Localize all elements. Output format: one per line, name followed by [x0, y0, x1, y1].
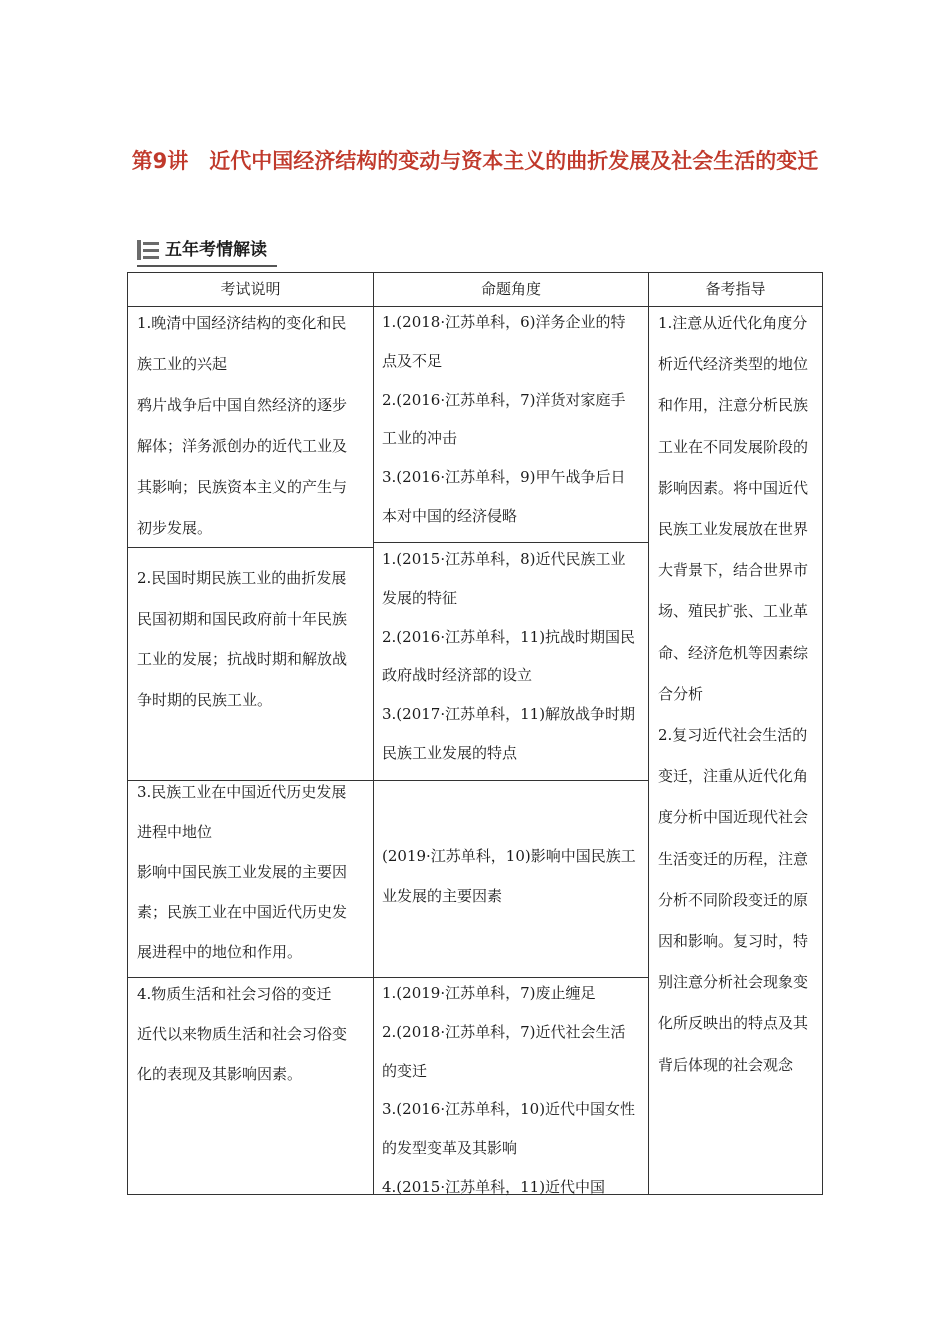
angle-item: 2.(2018·江苏单科，7)近代社会生活的变迁: [382, 1022, 626, 1080]
exam-notes-topic: 2.民国时期民族工业的曲折发展: [137, 569, 347, 587]
exam-notes-detail: 影响中国民族工业发展的主要因素；民族工业在中国近代历史发展进程中的地位和作用。: [137, 863, 348, 961]
exam-notes-topic: 3.民族工业在中国近代历史发展进程中地位: [137, 783, 347, 841]
exam-notes-cell-1: [137, 303, 359, 549]
header-exam-notes: 考试说明: [220, 280, 281, 298]
angle-item: 2.(2016·江苏单科，11)抗战时期国民政府战时经济部的设立: [382, 627, 636, 685]
section-heading-label: 五年考情解读: [165, 240, 267, 260]
angle-item: (2019·江苏单科，10)影响中国民族工业发展的主要因素: [382, 847, 636, 905]
angle-item: 3.(2016·江苏单科，10)近代中国女性的发型变革及其影响: [382, 1100, 636, 1158]
page-title: 第9讲 近代中国经济结构的变动与资本主义的曲折发展及社会生活的变迁: [131, 149, 819, 173]
exam-notes-topic: 4.物质生活和社会习俗的变迁: [137, 985, 332, 1003]
angle-item: 2.(2016·江苏单科，7)洋货对家庭手工业的冲击: [382, 390, 626, 448]
exam-notes-detail: 民国初期和国民政府前十年民族工业的发展；抗战时期和解放战争时期的民族工业。: [137, 609, 348, 709]
guidance-point: 1.注意从近代化角度分析近代经济类型的地位和作用，注意分析民族工业在不同发展阶段的影响因素。将中国近代民族工业发展放在世界大背景下，结合世界市场、殖民扩张、工业革命、经济危机等因素综合分析: [658, 314, 809, 703]
table-border-right: [822, 272, 823, 1195]
table-border-left: [127, 272, 128, 1195]
header-study-guidance: 备考指导: [705, 280, 766, 298]
header-question-angles: 命题角度: [480, 280, 541, 298]
angles-cell-1: [382, 303, 640, 536]
exam-notes-detail: 鸦片战争后中国自然经济的逐步解体；洋务派创办的近代工业及其影响；民族资本主义的产生与初步发展。: [137, 396, 348, 537]
angles-cell-3: [382, 836, 640, 916]
angle-item: 1.(2019·江苏单科，7)废止缠足: [382, 984, 596, 1002]
angles-cell-2: [382, 540, 640, 773]
angle-item: 3.(2016·江苏单科，9)甲午战争后日本对中国的经济侵略: [382, 468, 626, 525]
exam-notes-cell-4: [137, 974, 359, 1094]
angle-item: 1.(2015·江苏单科，8)近代民族工业发展的特征: [382, 550, 626, 607]
angles-cell-4: [382, 974, 640, 1207]
exam-notes-cell-3: [137, 772, 359, 972]
exam-notes-cell-2: [137, 558, 359, 720]
column-divider-1: [373, 272, 374, 1195]
angle-item: 4.(2015·江苏单科，11)近代中国: [382, 1177, 606, 1196]
angle-item: 3.(2017·江苏单科，11)解放战争时期民族工业发展的特点: [382, 705, 636, 762]
exam-notes-detail: 近代以来物质生活和社会习俗变化的表现及其影响因素。: [137, 1025, 348, 1083]
guidance-point: 2.复习近代社会生活的变迁，注重从近代化角度分析中国近现代社会生活变迁的历程，注意分析不同阶段变迁的原因和影响。复习时，特别注意分析社会现象变化所反映出的特点及其背后体现的社会观念: [658, 726, 809, 1074]
study-guidance-cell: [658, 303, 810, 1086]
angle-item: 1.(2018·江苏单科，6)洋务企业的特点及不足: [382, 313, 626, 370]
column-divider-2: [648, 272, 649, 1195]
exam-notes-topic: 1.晚清中国经济结构的变化和民族工业的兴起: [137, 314, 347, 373]
